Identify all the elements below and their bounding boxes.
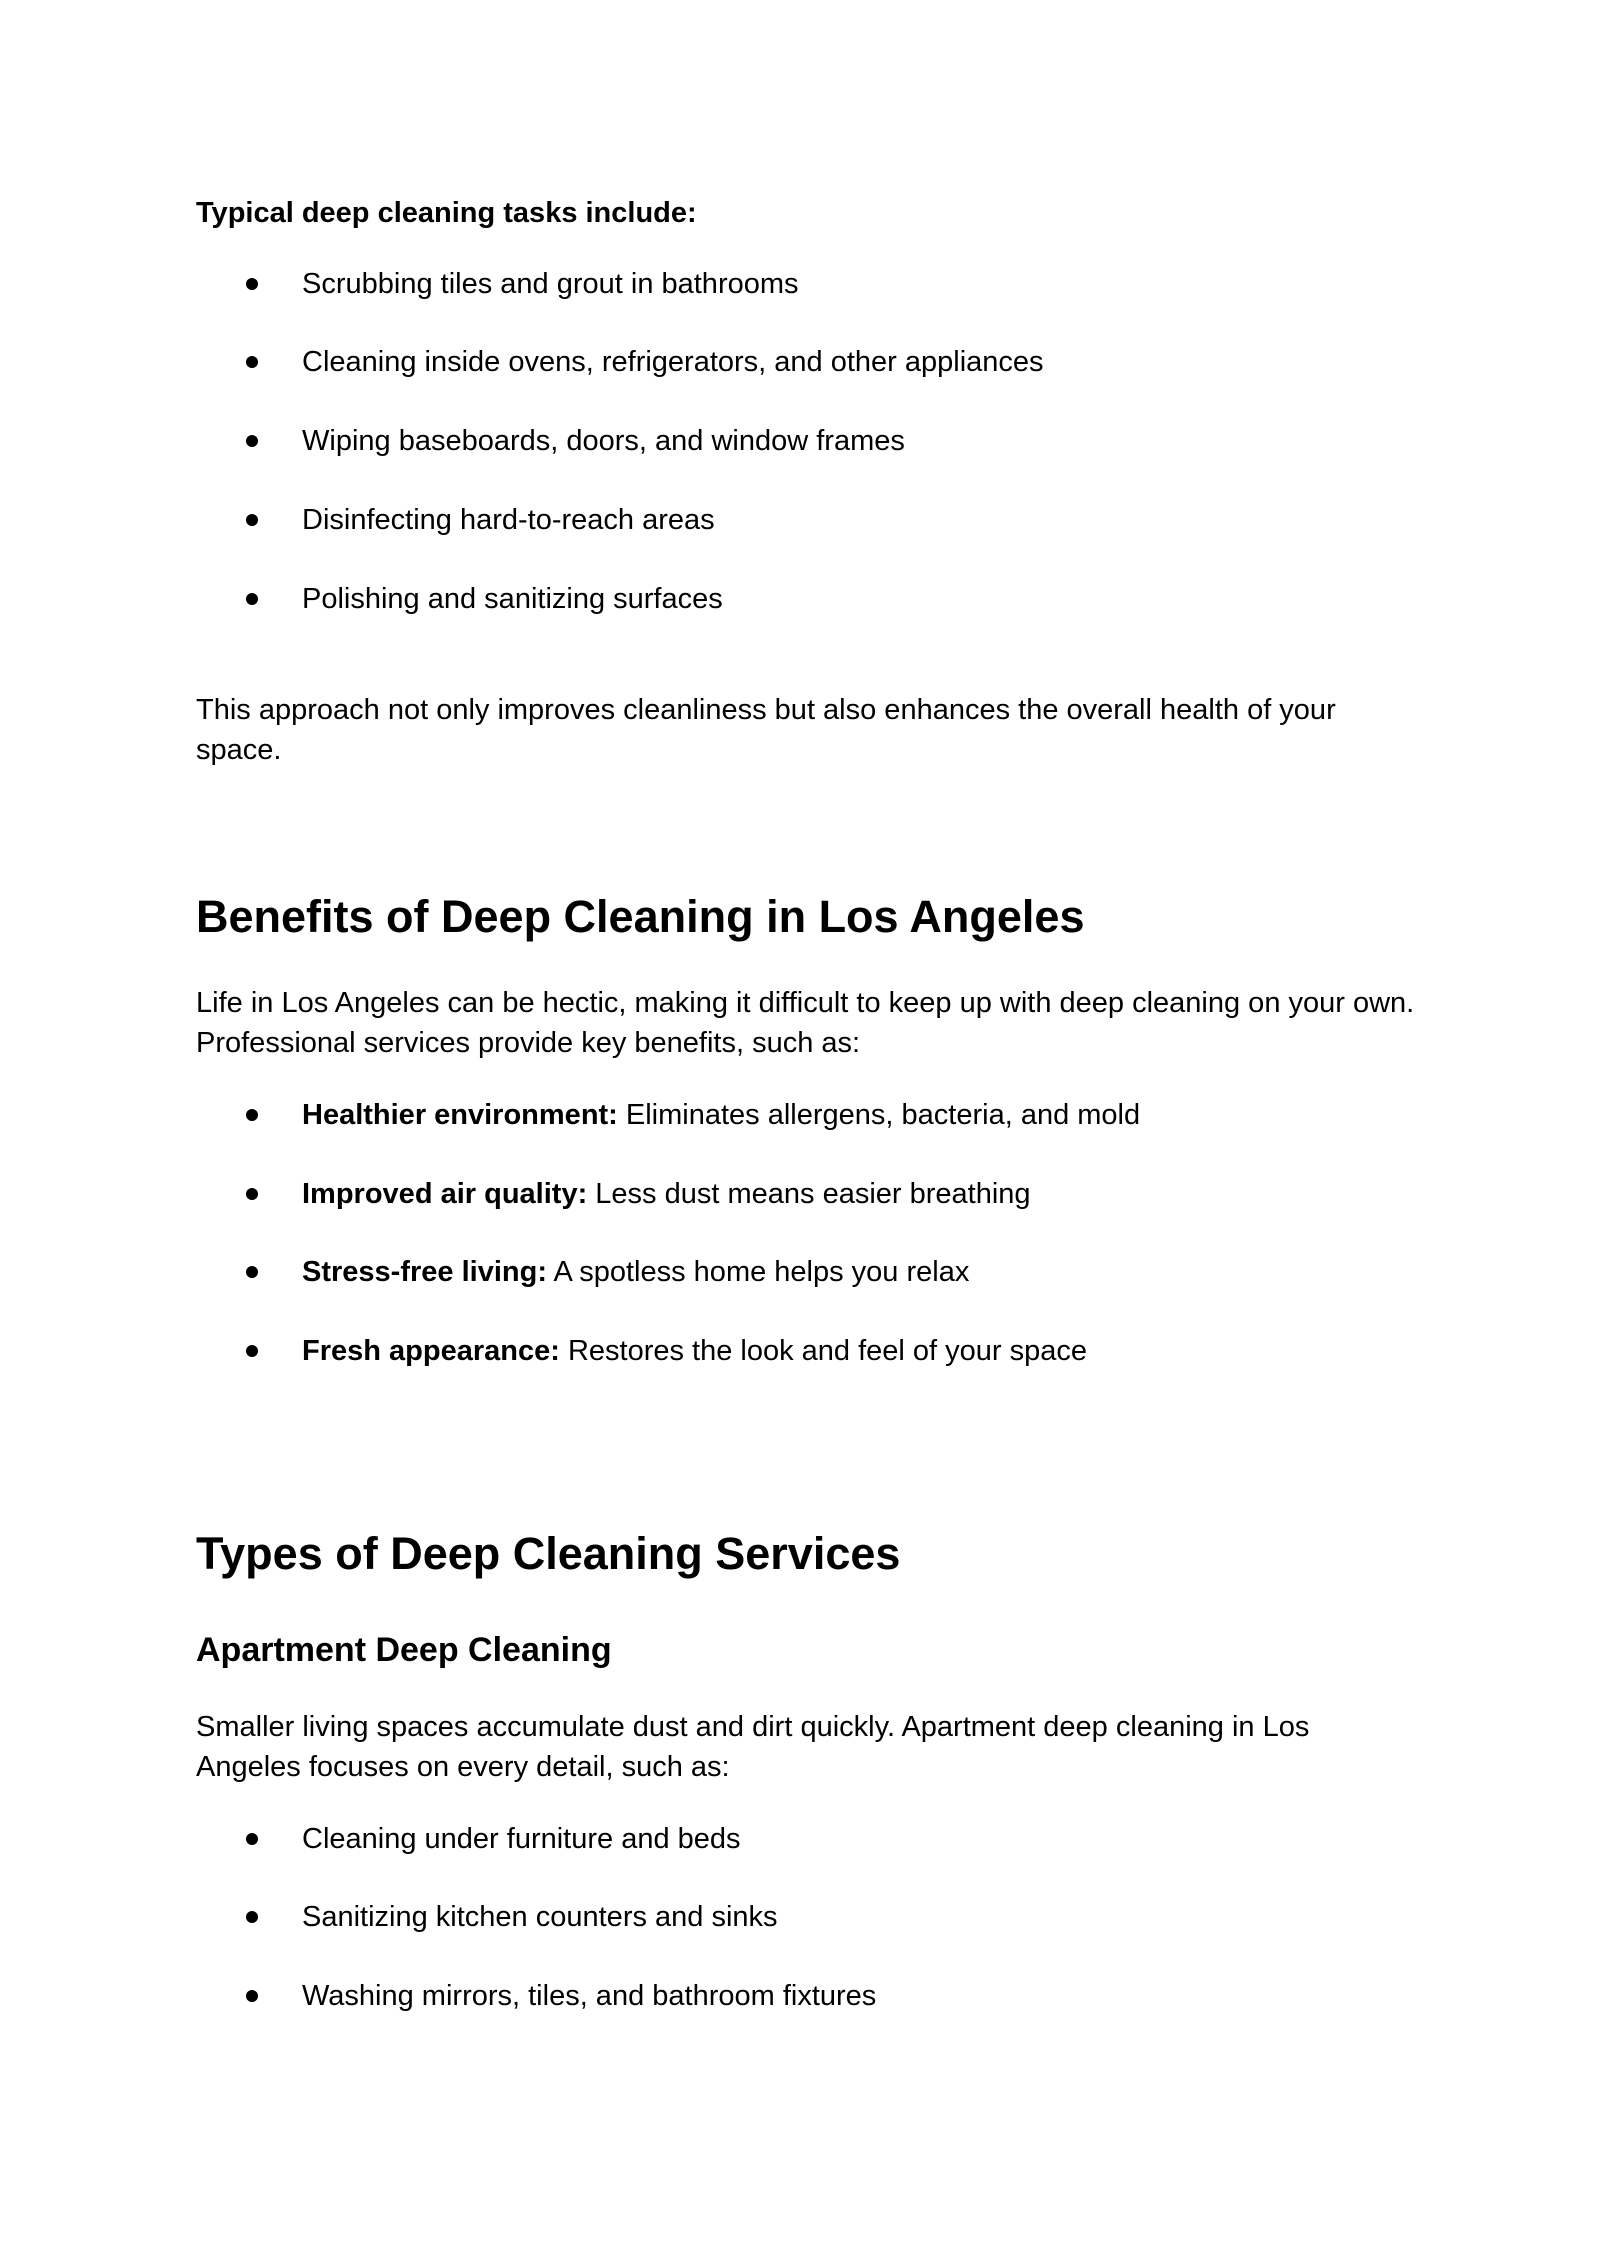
list-item-text: Wiping baseboards, doors, and window frames: [302, 425, 905, 457]
bullet-icon: [246, 435, 258, 447]
list-item-text: [302, 1334, 1087, 1368]
list-item-text: Disinfecting hard-to-reach areas: [302, 504, 715, 536]
benefit-desc: A spotless home helps you relax: [546, 1256, 970, 1288]
list-item-text: Cleaning inside ovens, refrigerators, and other appliances: [302, 346, 1044, 378]
list-item: [238, 1897, 778, 1937]
list-item: [238, 1095, 1140, 1135]
benefit-term: Healthier environment:: [302, 1099, 618, 1131]
bullet-icon: [246, 593, 258, 605]
benefit-term: Fresh appearance:: [302, 1335, 560, 1367]
bullet-icon: [246, 1345, 258, 1357]
list-item: [238, 1331, 1087, 1371]
benefit-desc: Restores the look and feel of your space: [559, 1335, 1088, 1367]
bullet-icon: [246, 278, 258, 290]
list-item: [238, 421, 905, 461]
list-item: [238, 264, 799, 304]
bullet-icon: [246, 1266, 258, 1278]
list-item-text: Scrubbing tiles and grout in bathrooms: [302, 268, 799, 300]
bullet-icon: [246, 1188, 258, 1200]
types-heading: Types of Deep Cleaning Services: [196, 1528, 901, 1579]
bullet-icon: [246, 514, 258, 526]
list-item: [238, 1819, 741, 1859]
list-item-text: [302, 1255, 969, 1289]
list-item-text: Polishing and sanitizing surfaces: [302, 583, 723, 615]
bullet-icon: [246, 356, 258, 368]
list-item: [238, 500, 715, 540]
list-item-text: [302, 1177, 1031, 1211]
list-item: [238, 1976, 876, 2016]
bullet-icon: [246, 1990, 258, 2002]
list-item: [238, 1174, 1031, 1214]
benefit-desc: Less dust means easier breathing: [587, 1178, 1031, 1210]
list-item-text: [302, 1098, 1140, 1132]
bullet-icon: [246, 1911, 258, 1923]
list-item: [238, 579, 723, 619]
benefits-heading: Benefits of Deep Cleaning in Los Angeles: [196, 891, 1085, 942]
benefit-term: Stress-free living:: [302, 1256, 547, 1288]
list-item-text: Cleaning under furniture and beds: [302, 1823, 741, 1855]
tasks-label: Typical deep cleaning tasks include:: [196, 197, 697, 229]
list-item-text: Sanitizing kitchen counters and sinks: [302, 1901, 778, 1933]
list-item: [238, 1252, 969, 1292]
bullet-icon: [246, 1109, 258, 1121]
benefit-term: Improved air quality:: [302, 1178, 588, 1210]
list-item-text: Washing mirrors, tiles, and bathroom fixtures: [302, 1980, 877, 2012]
benefits-intro: Life in Los Angeles can be hectic, making it difficult to keep up with deep cleaning on your own. Professional services provide key benefits, such as:: [196, 987, 1415, 1059]
bullet-icon: [246, 1833, 258, 1845]
apartment-heading: Apartment Deep Cleaning: [196, 1631, 612, 1669]
list-item: [238, 342, 1044, 382]
apartment-intro: Smaller living spaces accumulate dust and dirt quickly. Apartment deep cleaning in Los Angeles focuses on every detail, such as:: [196, 1711, 1310, 1783]
approach-paragraph: This approach not only improves cleanliness but also enhances the overall health of your space.: [196, 694, 1336, 766]
benefit-desc: Eliminates allergens, bacteria, and mold: [617, 1099, 1141, 1131]
